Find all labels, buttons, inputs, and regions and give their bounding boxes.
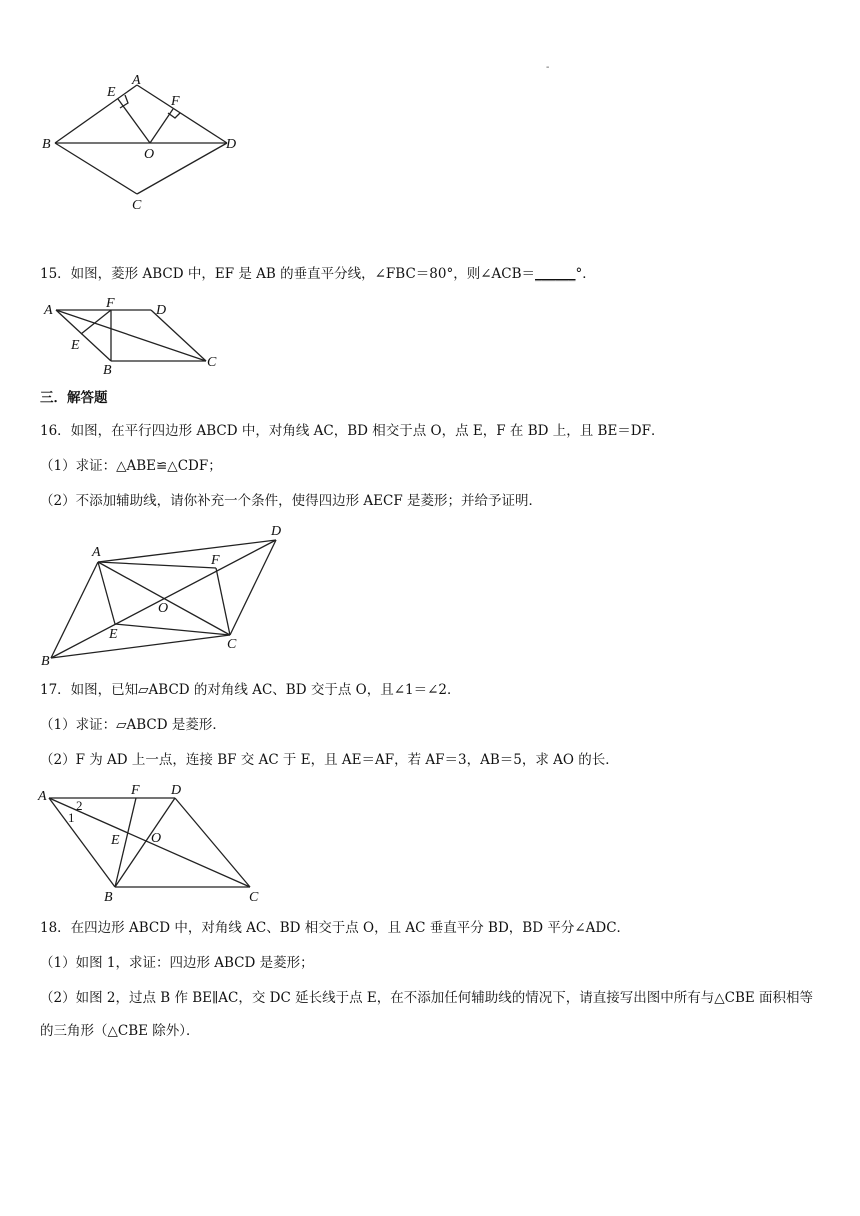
label-A: A <box>132 73 141 88</box>
label-C: C <box>132 198 142 213</box>
answer-blank: ______ <box>535 266 576 282</box>
label-C: C <box>227 637 237 652</box>
label-D: D <box>156 303 167 318</box>
label-C: C <box>207 355 217 370</box>
question-15 <box>40 264 596 284</box>
label-A: A <box>38 789 47 804</box>
label-E: E <box>71 338 80 353</box>
label-B: B <box>41 654 50 669</box>
label-D: D <box>226 137 237 152</box>
figure-15 <box>38 294 228 379</box>
question-15-suffix: °． <box>575 266 596 282</box>
label-A: A <box>44 303 53 318</box>
question-18-part-2: （2）如图 2，过点 B 作 BE∥AC，交 DC 延长线于点 E，在不添加任何辅助线的情况下，请直接写出图中所有与△CBE 面积相等的三角形（△CBE 除外）． <box>40 990 814 1039</box>
stray-mark: - <box>546 62 550 73</box>
figure-16 <box>35 520 295 670</box>
label-B: B <box>103 363 112 378</box>
label-D: D <box>171 783 182 798</box>
label-F: F <box>131 783 140 798</box>
label-D: D <box>271 524 282 539</box>
question-16-part-2: （2）不添加辅助线，请你补充一个条件，使得四边形 AECF 是菱形；并给予证明． <box>40 493 542 509</box>
section-heading: 三．解答题 <box>40 390 108 406</box>
label-C: C <box>249 890 259 905</box>
figure-14 <box>30 70 250 220</box>
figure-17 <box>35 780 270 905</box>
label-F: F <box>171 94 180 109</box>
label-B: B <box>42 137 51 152</box>
label-B: B <box>104 890 113 905</box>
question-16-part-1: （1）求证：△ABE≌△CDF； <box>40 458 222 474</box>
question-17-part-1: （1）求证：▱ABCD 是菱形． <box>40 717 226 733</box>
question-16-stem: 16．如图，在平行四边形 ABCD 中，对角线 AC，BD 相交于点 O，点 E，F 在 BD 上，且 BE＝DF． <box>40 423 665 439</box>
label-F: F <box>106 296 115 311</box>
label-F: F <box>211 553 220 568</box>
label-O: O <box>158 601 169 616</box>
question-18-stem: 18．在四边形 ABCD 中，对角线 AC、BD 相交于点 O，且 AC 垂直平分 BD，BD 平分∠ADC． <box>40 920 631 936</box>
question-15-text: 15．如图，菱形 ABCD 中，EF 是 AB 的垂直平分线，∠FBC＝80°，则∠ACB＝ <box>40 266 536 282</box>
label-angle-2: 2 <box>76 798 83 813</box>
question-18-part-1: （1）如图 1，求证：四边形 ABCD 是菱形； <box>40 955 314 971</box>
label-O: O <box>151 831 162 846</box>
question-17-part-2: （2）F 为 AD 上一点，连接 BF 交 AC 于 E，且 AE＝AF，若 AF＝3，AB＝5，求 AO 的长． <box>40 752 619 768</box>
question-17-stem: 17．如图，已知▱ABCD 的对角线 AC、BD 交于点 O，且∠1＝∠2． <box>40 682 461 698</box>
label-E: E <box>107 85 116 100</box>
label-A: A <box>92 545 101 560</box>
label-angle-1: 1 <box>68 810 75 825</box>
label-E: E <box>109 627 118 642</box>
label-O: O <box>144 147 155 162</box>
label-E: E <box>111 833 120 848</box>
